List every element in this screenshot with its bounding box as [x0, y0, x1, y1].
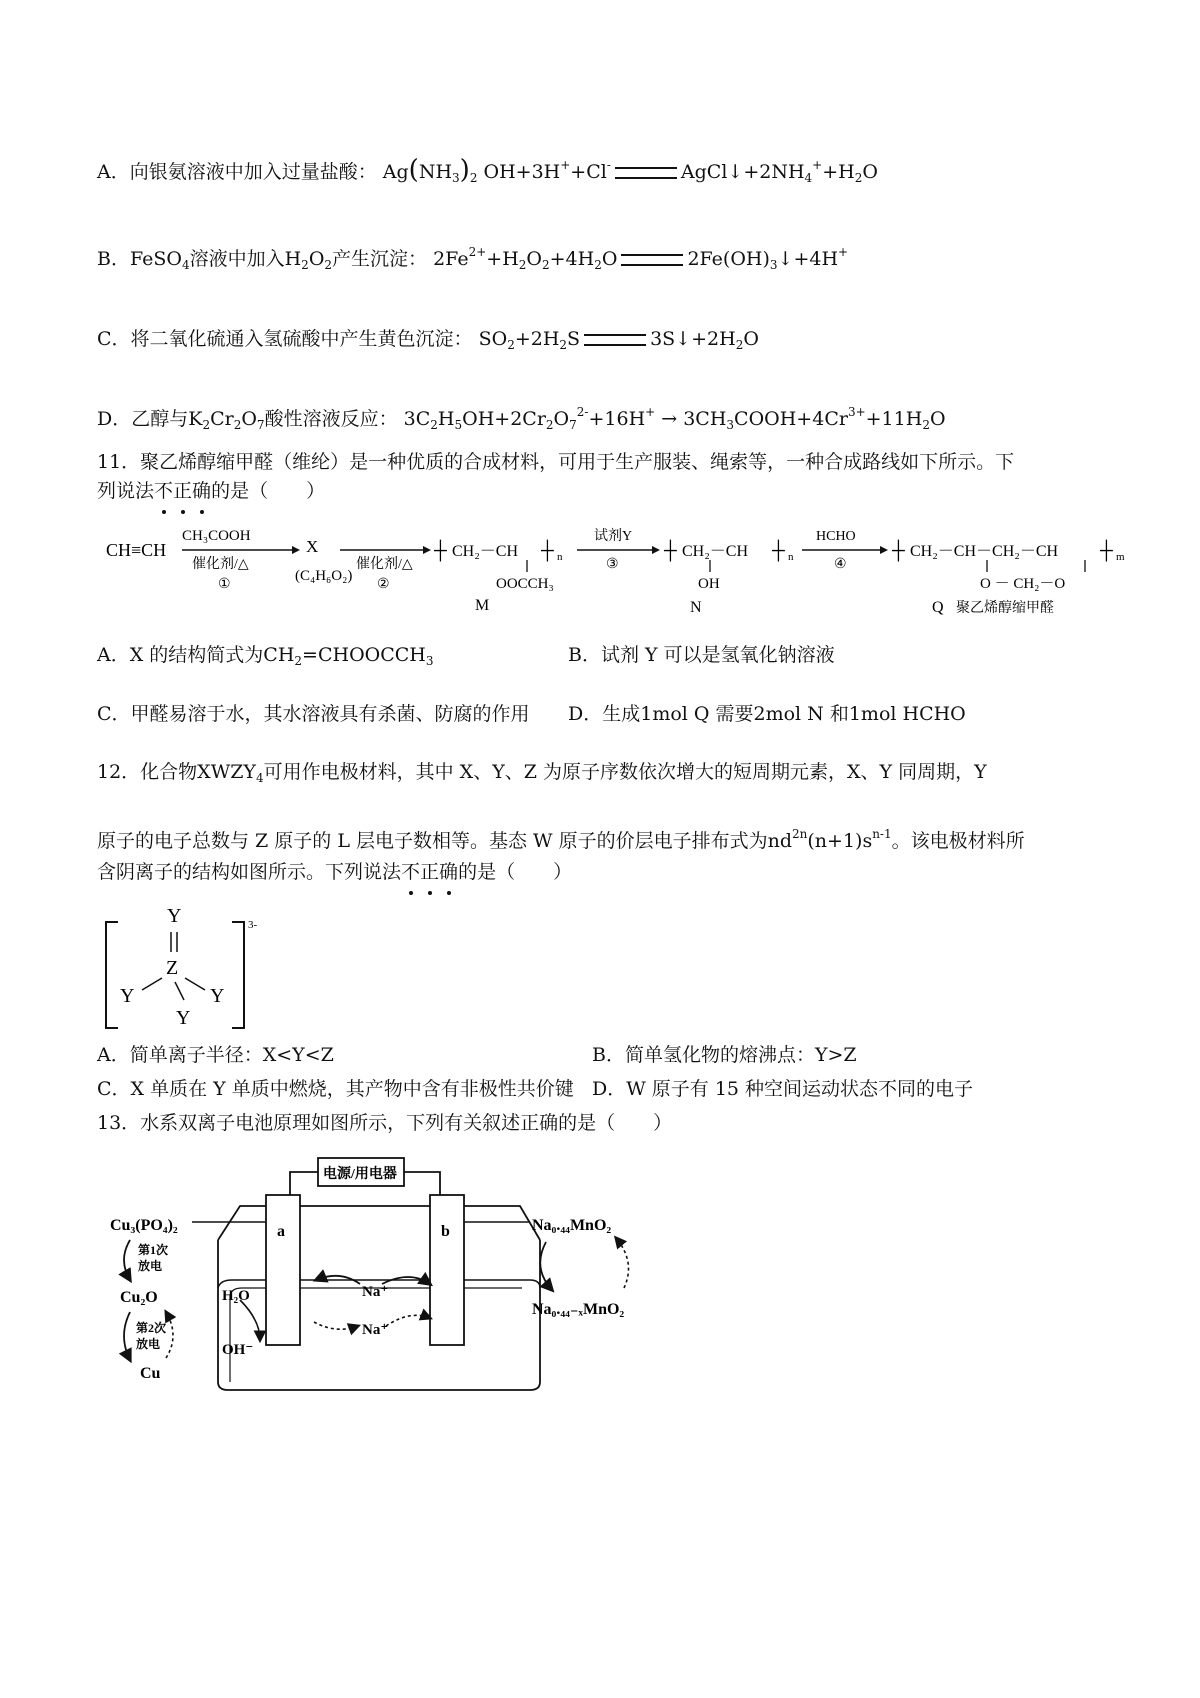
svg-text:n: n	[557, 551, 563, 563]
q10-option-c	[97, 325, 759, 359]
r4-number: ④	[834, 557, 847, 572]
q10-option-b-label: B．FeSO$_4$溶液中加入$H_2O_2$产生沉淀：	[97, 248, 428, 272]
r4-reagent: HCHO	[816, 529, 856, 544]
q13-battery-diagram	[100, 1150, 660, 1410]
q-caption: 聚乙烯醇缩甲醛	[956, 601, 1054, 616]
q-name: Q	[932, 599, 944, 616]
emphasis-char: 确	[192, 477, 211, 505]
q12-option-c: C．X 单质在 Y 单质中燃烧，其产物中含有非极性共价键	[97, 1078, 574, 1100]
r2-condition: 催化剂/△	[356, 557, 413, 572]
m-main: CH₂－CH	[452, 543, 519, 560]
na-label-lower: Na⁺	[362, 1322, 389, 1338]
cu3po42-label: Cu₃(PO₄)₂	[110, 1217, 178, 1234]
ligand-right: Y	[210, 985, 225, 1007]
svg-text:┼: ┼	[541, 540, 554, 560]
q12-stem-line2: 原子的电子总数与 Z 原子的 L 层电子数相等。基态 W 原子的价层电子排布式为$nd^{2n}(n+1)s^{n-1}$。该电极材料所	[97, 827, 1025, 852]
r2-number: ②	[377, 577, 390, 592]
svg-text:┼: ┼	[892, 540, 905, 560]
m-substituent: OOCCH₃	[496, 576, 554, 592]
q13-stem: 13．水系双离子电池原理如图所示，下列有关叙述正确的是（ ）	[97, 1112, 673, 1134]
emphasis-char: 不	[401, 858, 420, 886]
q11-option-c: C．甲醛易溶于水，其水溶液具有杀菌、防腐的作用	[97, 703, 530, 725]
q12-option-a: A．简单离子半径：X<Y<Z	[97, 1044, 334, 1066]
q12-option-d: D．W 原子有 15 种空间运动状态不同的电子	[592, 1078, 974, 1100]
q10-option-a-equation: $Ag(NH_3)_2$ OH+3H++Cl- $AgCl↓+2NH_4^++H_2O$	[382, 155, 878, 185]
q10-option-b-equation: $2Fe^{2+}+H_2O_2+4H_2O$ $2Fe(OH)_3↓+4H^+$	[433, 245, 849, 272]
q12-emphasis	[401, 861, 458, 883]
svg-text:┼: ┼	[1100, 540, 1113, 560]
emphasis-char: 不	[154, 477, 173, 505]
q11-option-a: A．X 的结构简式为$CH_2=CHOOCCH_3$	[97, 644, 434, 668]
cu-label: Cu	[140, 1365, 161, 1382]
scheme-start: CH≡CH	[106, 540, 167, 560]
q11-emphasis	[154, 480, 211, 502]
discharge-2-a: 第2次	[136, 1321, 167, 1335]
q10-option-d	[97, 398, 946, 439]
x-label: X	[306, 537, 319, 556]
svg-text:┼: ┼	[664, 540, 677, 560]
anion-charge: 3-	[248, 919, 258, 931]
r1-condition: 催化剂/△	[192, 557, 249, 572]
n-main: CH₂－CH	[682, 543, 749, 560]
discharge-1-a: 第1次	[138, 1243, 169, 1257]
h2o-label: H₂O	[222, 1288, 250, 1304]
q-main: CH₂－CH－CH₂－CH	[910, 543, 1059, 560]
na-label-upper: Na⁺	[362, 1284, 389, 1300]
q10-option-d-equation: $3C_2H_5OH+2Cr_2O_7^{2-}+16H^+$ → $3CH_3COOH+4Cr^{3+}+11H_2O$	[403, 405, 946, 432]
q12-stem-line3: 含阴离子的结构如图所示。下列说法不正确的是（ ）	[97, 858, 572, 886]
ligand-left: Y	[120, 985, 135, 1007]
discharge-2-b: 放电	[136, 1337, 161, 1351]
svg-text:┼: ┼	[772, 540, 785, 560]
electrode-a-label: a	[277, 1223, 285, 1240]
m-name: M	[475, 597, 490, 614]
q-ring: O － CH₂－O	[980, 576, 1066, 592]
oh-label: OH⁻	[222, 1342, 254, 1358]
electrode-b	[430, 1195, 464, 1345]
power-label: 电源/用电器	[323, 1167, 397, 1182]
na044xmno2-label: Na₀.₄₄₋ₓMnO₂	[532, 1301, 625, 1318]
electrode-b-label: b	[441, 1223, 450, 1240]
r3-reagent: 试剂Y	[594, 529, 633, 544]
ligand-top: Y	[167, 905, 182, 927]
q11-stem-line1: 11．聚乙烯醇缩甲醛（维纶）是一种优质的合成材料，可用于生产服装、绳索等，一种合成路线如下所示。下	[97, 451, 1015, 473]
bracket-right	[232, 922, 244, 1028]
bracket-left	[106, 922, 118, 1028]
center-atom: Z	[166, 957, 179, 979]
n-substituent: OH	[698, 576, 720, 592]
q11-stem-line2: 列说法不正确的是（ ）	[97, 477, 325, 505]
na044mno2-label: Na₀.₄₄MnO₂	[532, 1217, 612, 1234]
q12-anion-structure	[100, 900, 280, 1035]
r1-reagent: CH₃COOH	[182, 528, 251, 544]
q10-option-c-label: C．将二氧化硫通入氢硫酸中产生黄色沉淀：	[97, 328, 473, 350]
x-formula: (C₄H₆O₂)	[295, 568, 353, 584]
r3-number: ③	[606, 557, 619, 572]
q12-option-b: B．简单氢化物的熔沸点：Y>Z	[592, 1044, 857, 1066]
svg-text:m: m	[1116, 551, 1125, 563]
svg-text:n: n	[788, 551, 794, 563]
q11-option-b: B．试剂 Y 可以是氢氧化钠溶液	[568, 644, 835, 666]
emphasis-char: 正	[173, 477, 192, 505]
q10-option-d-label: D．乙醇与$K_2Cr_2O_7$酸性溶液反应：	[97, 408, 398, 432]
n-name: N	[690, 599, 702, 616]
m-bracket-left: ┼	[434, 540, 447, 560]
ligand-bottom: Y	[176, 1007, 191, 1029]
electrode-a	[266, 1195, 300, 1345]
emphasis-char: 确	[439, 858, 458, 886]
q10-option-c-equation: $SO_2+2H_2S$ $3S↓+2H_2O$	[478, 328, 759, 352]
emphasis-char: 正	[420, 858, 439, 886]
q10-option-a	[97, 151, 878, 192]
q11-synthesis-scheme	[100, 520, 1130, 620]
q10-option-a-label: A．向银氨溶液中加入过量盐酸：	[97, 161, 377, 183]
q12-stem-line1: 12．化合物$XWZY_4$可用作电极材料，其中 X、Y、Z 为原子序数依次增大的短周期元素，X、Y 同周期，Y	[97, 761, 987, 785]
q10-option-b	[97, 238, 848, 279]
discharge-1-b: 放电	[138, 1259, 163, 1273]
q11-option-d: D．生成1mol Q 需要2mol N 和1mol HCHO	[568, 703, 966, 725]
r1-number: ①	[218, 577, 231, 592]
cu2o-label: Cu₂O	[120, 1289, 158, 1306]
